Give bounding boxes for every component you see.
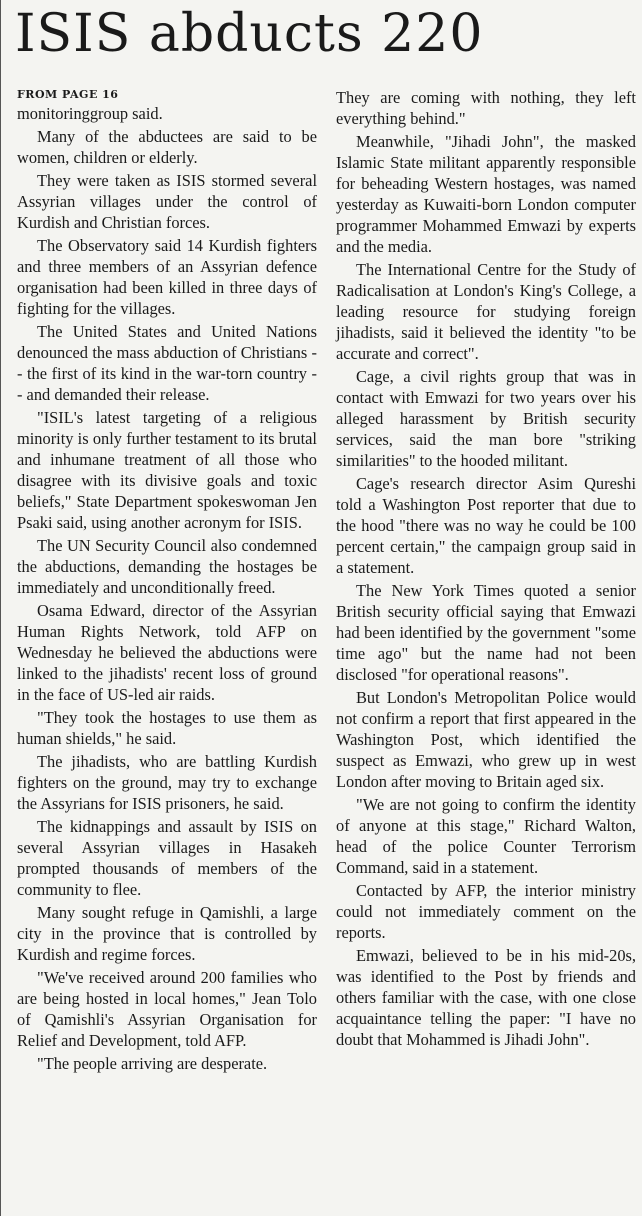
- paragraph: The kidnappings and assault by ISIS on several Assyrian villages in Hasakeh prompted thousands of members of the community to flee.: [17, 817, 317, 899]
- paragraph: monitoringgroup said.: [17, 104, 163, 123]
- headline: ISIS abducts 220: [15, 4, 484, 64]
- paragraph: "We are not going to confirm the identity of anyone at this stage," Richard Walton, head of the police Counter Terrorism Command, said in a statement.: [336, 795, 636, 877]
- paragraph: Contacted by AFP, the interior ministry could not immediately comment on the reports.: [336, 881, 636, 942]
- paragraph: Osama Edward, director of the Assyrian Human Rights Network, told AFP on Wednesday he believed the abductions were linked to the jihadists' recent loss of ground in the face of US-led air raids.: [17, 601, 317, 704]
- paragraph: The UN Security Council also condemned the abductions, demanding the hostages be immediately and unconditionally freed.: [17, 536, 317, 597]
- paragraph: They were taken as ISIS stormed several Assyrian villages under the control of Kurdish and Christian forces.: [17, 171, 317, 232]
- paragraph: Emwazi, believed to be in his mid-20s, was identified to the Post by friends and others familiar with the case, with one close acquaintance telling the paper: "I have no doubt that Mohammed is Jihadi John".: [336, 946, 636, 1049]
- paragraph: "They took the hostages to use them as human shields," he said.: [17, 708, 317, 748]
- paragraph: Many sought refuge in Qamishli, a large city in the province that is controlled by Kurdish and regime forces.: [17, 903, 317, 964]
- paragraph: "ISIL's latest targeting of a religious minority is only further testament to its brutal and inhumane treatment of all those who disagree with its divisive goals and toxic beliefs," State Department spokeswoman Jen Psaki said, using another acronym for ISIS.: [17, 408, 317, 532]
- paragraph: Cage's research director Asim Qureshi told a Washington Post reporter that due to the hood "there was no way he could be 100 percent certain," the campaign group said in a statement.: [336, 474, 636, 577]
- paragraph: The International Centre for the Study of Radicalisation at London's King's College, a leading resource for studying foreign jihadists, said it believed the identity "to be accurate and correct".: [336, 260, 636, 363]
- paragraph: But London's Metropolitan Police would not confirm a report that first appeared in the Washington Post, which identified the suspect as Emwazi, who grew up in west London after moving to Britain aged six.: [336, 688, 636, 791]
- paragraph: "We've received around 200 families who are being hosted in local homes," Jean Tolo of Qamishli's Assyrian Organisation for Relief and Development, told AFP.: [17, 968, 317, 1050]
- paragraph: "The people arriving are desperate.: [37, 1054, 268, 1073]
- paragraph: The Observatory said 14 Kurdish fighters and three members of an Assyrian defence organisation had been killed in three days of fighting for the villages.: [17, 236, 317, 318]
- paragraph: The jihadists, who are battling Kurdish fighters on the ground, may try to exchange the Assyrians for ISIS prisoners, he said.: [17, 752, 317, 813]
- article-column-left: [17, 87, 317, 1074]
- paragraph: The United States and United Nations denounced the mass abduction of Christians -- the first of its kind in the war-torn country -- and demanded their release.: [17, 322, 317, 404]
- continued-from-label: FROM PAGE 16: [17, 88, 119, 101]
- article-column-right: [336, 87, 636, 1050]
- paragraph: Meanwhile, "Jihadi John", the masked Islamic State militant apparently responsible for beheading Western hostages, was named yesterday as Kuwaiti-born London computer programmer Mohammed Emwazi by experts and the media.: [336, 132, 636, 256]
- paragraph: They are coming with nothing, they left everything behind.": [336, 88, 636, 128]
- paragraph: The New York Times quoted a senior British security official saying that Emwazi had been identified by the government "some time ago" but the name had not been disclosed "for operational reasons".: [336, 581, 636, 684]
- paragraph: Cage, a civil rights group that was in contact with Emwazi for two years over his alleged harassment by British security services, said the man bore "striking similarities" to the hooded militant.: [336, 367, 636, 470]
- paragraph: Many of the abductees are said to be women, children or elderly.: [17, 127, 317, 167]
